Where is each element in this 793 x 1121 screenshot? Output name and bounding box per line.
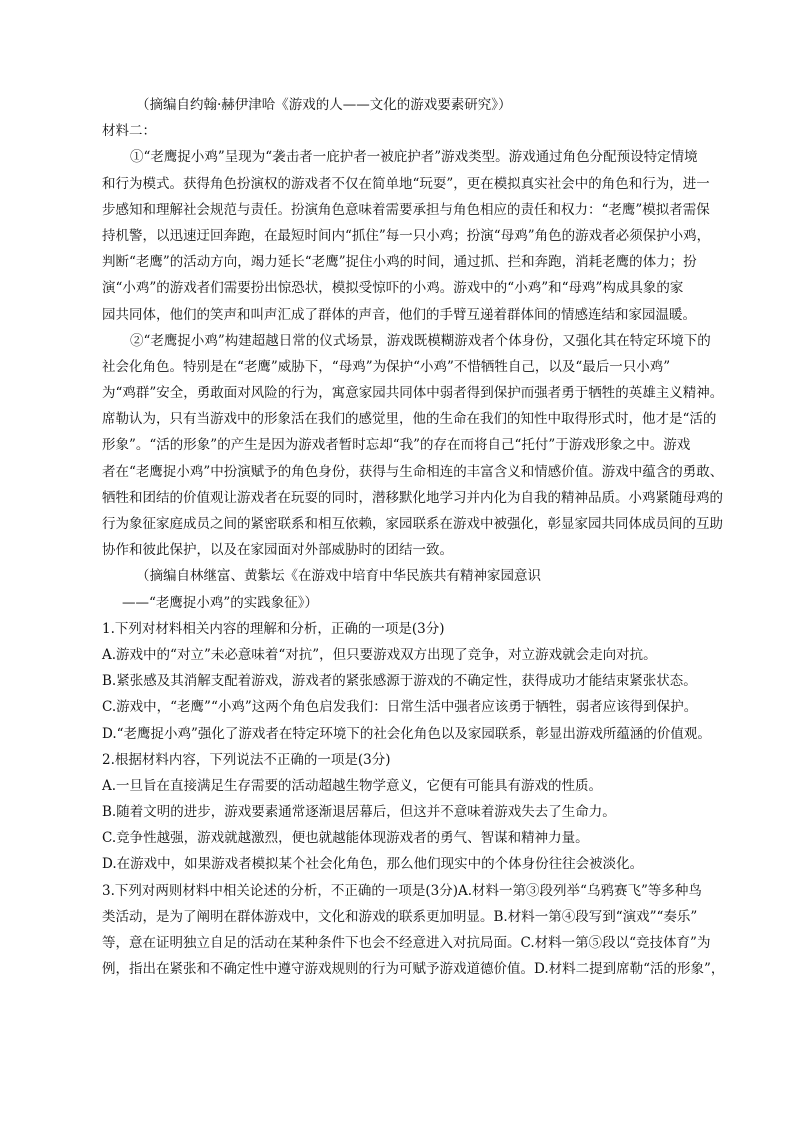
paragraph-line: 席勒认为，只有当游戏中的形象活在我们的感觉里，他的生命在我们的知性中取得形式时，他才是“活的 xyxy=(102,411,717,428)
paragraph-line: 行为象征家庭成员之间的紧密联系和相互依赖，家园联系在游戏中被强化，彰显家园共同体成员间的互助 xyxy=(102,516,723,532)
paragraph-line: 步感知和理解社会规范与责任。扮演角色意味着需要承担与角色相应的责任和权力：“老鹰”模拟者需保 xyxy=(102,201,710,218)
paragraph-line: 和行为模式。获得角色扮演权的游戏者不仅在简单地“玩耍”，更在模拟真实社会中的角色和行为，进一 xyxy=(102,175,710,192)
paragraph-line: ①“老鹰捉小鸡”呈现为“袭击者一庇护者一被庇护者”游戏类型。游戏通过角色分配预设特定情境 xyxy=(130,149,698,166)
paragraph-line: 判断“老鹰”的活动方向，竭力延长“老鹰”捉住小鸡的时间，通过抓、拦和奔跑，消耗老鹰的体力；扮 xyxy=(102,254,697,271)
paragraph-line: 持机警，以迅速迂回奔跑，在最短时间内“抓住”每一只小鸡；扮演“母鸡”角色的游戏者必须保护小鸡， xyxy=(102,227,711,244)
paragraph-line: 园共同体，他们的笑声和叫声汇成了群体的声音，他们的手臂互递着群体间的情感连结和家园温暖。 xyxy=(102,306,696,323)
source-citation-1: （摘编自约翰·赫伊津哈《游戏的人——文化的游戏要素研究》） xyxy=(136,97,512,113)
paragraph-line: 者在“老鹰捉小鸡”中扮演赋予的角色身份，获得与生命相连的丰富含义和情感价值。游戏中蕴含的勇敢、 xyxy=(102,463,724,480)
paragraph-line: 协作和彼此保护，以及在家园面对外部威胁时的团结一致。 xyxy=(102,542,453,559)
question-2-option-a: A.一旦旨在直接满足生存需要的活动超越生物学意义，它便有可能具有游戏的性质。 xyxy=(102,777,603,794)
document-body xyxy=(102,92,725,982)
question-3-line: 例，指出在紧张和不确定性中遵守游戏规则的行为可赋予游戏道德价值。D.材料二提到席勒“活的形象”， xyxy=(102,961,725,978)
question-2-option-c: C.竞争性越强，游戏就越激烈，便也就越能体现游戏者的勇气、智谋和精神力量。 xyxy=(102,830,589,847)
paragraph-1 xyxy=(102,144,722,327)
paragraph-line: 形象”。“活的形象”的产生是因为游戏者暂时忘却“我”的存在而将自己“托付”于游戏形象之中。游戏 xyxy=(102,437,691,454)
question-1-option-a: A.游戏中的“对立”未必意味着“对抗”，但只要游戏双方出现了竞争，对立游戏就会走向对抗。 xyxy=(102,646,657,663)
material-2-label: 材料二： xyxy=(102,123,156,140)
paragraph-line: 为“鸡群”安全，勇敢面对风险的行为，寓意家园共同体中弱者得到保护而强者勇于牺牲的英雄主义精神。 xyxy=(102,385,724,402)
question-3-line: 3.下列对两则材料中相关论述的分析，不正确的一项是(3分)A.材料一第③段列举“乌鸦赛飞”等多种鸟 xyxy=(102,882,702,899)
question-2-option-b: B.随着文明的进步，游戏要素通常逐渐退居幕后，但这并不意味着游戏失去了生命力。 xyxy=(102,804,616,821)
question-3-line: 等，意在证明独立自足的活动在某种条件下也会不经意进入对抗局面。C.材料一第⑤段以“竞技体育”为 xyxy=(102,935,711,951)
question-1-option-b: B.紧张感及其消解支配着游戏，游戏者的紧张感源于游戏的不确定性，获得成功才能结束紧张状态。 xyxy=(102,673,697,690)
question-2-option-d: D.在游戏中，如果游戏者模拟某个社会化角色，那么他们现实中的个体身份往往会被淡化。 xyxy=(102,856,644,873)
paragraph-line: ②“老鹰捉小鸡”构建超越日常的仪式场景，游戏既模糊游戏者个体身份，又强化其在特定环境下的 xyxy=(130,332,711,349)
paragraph-line: 牺牲和团结的价值观让游戏者在玩耍的同时，潜移默化地学习并内化为自我的精神品质。小鸡紧随母鸡的 xyxy=(102,489,723,506)
question-1-option-c: C.游戏中，“老鹰”“小鸡”这两个角色启发我们：日常生活中强者应该勇于牺牲，弱者应该得到保护。 xyxy=(102,699,698,716)
question-3-line: 类活动，是为了阐明在群体游戏中，文化和游戏的联系更加明显。B.材料一第④段写到“演戏”“奏乐” xyxy=(102,908,698,925)
paragraph-line: 演“小鸡”的游戏者们需要扮出惊恐状，模拟受惊吓的小鸡。游戏中的“小鸡”和“母鸡”构成具象的家 xyxy=(102,280,684,297)
paragraph-2 xyxy=(102,328,722,564)
question-1-option-d: D.“老鹰捉小鸡”强化了游戏者在特定环境下的社会化角色以及家园联系，彰显出游戏所蕴涵的价值观。 xyxy=(102,725,711,742)
question-2-stem: 2.根据材料内容，下列说法不正确的一项是(3分) xyxy=(102,751,391,768)
question-1-stem: 1.下列对材料相关内容的理解和分析，正确的一项是(3分) xyxy=(102,620,445,637)
source-citation-2: （摘编自林继富、黄紫坛《在游戏中培育中华民族共有精神家园意识 xyxy=(136,568,541,585)
questions xyxy=(102,616,725,983)
source-citation-2-subtitle: ——“老鹰捉小鸡”的实践象征》） xyxy=(122,594,319,611)
paragraph-line: 社会化角色。特别是在“老鹰”威胁下，“母鸡”为保护“小鸡”不惜牺牲自己，以及“最后一只小鸡” xyxy=(102,358,671,375)
